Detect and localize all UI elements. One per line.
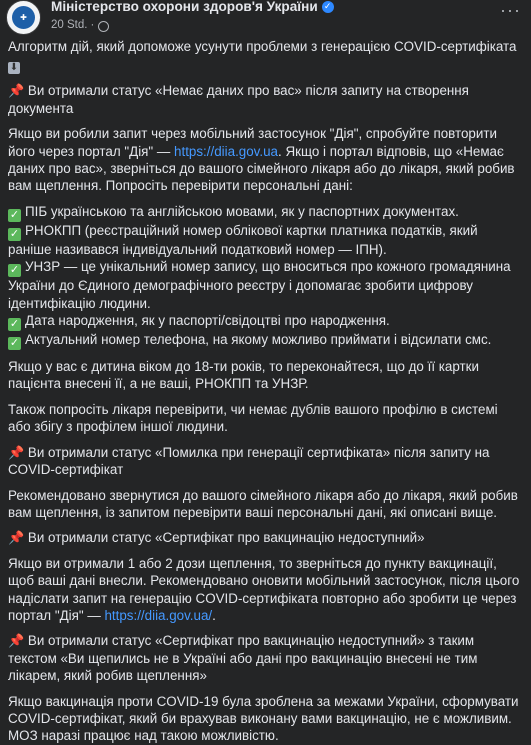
check-mark-icon: ✓ xyxy=(9,208,20,221)
section-3-paragraph-1 xyxy=(8,555,523,625)
meta-dot: · xyxy=(90,19,95,32)
checklist-item xyxy=(8,222,523,258)
s3-p1-text-a: Якщо ви отримали 1 або 2 дози щеплення, то зверніться до пункту вакцинації, щоб ваші дані внесли. Рекомендовано оновити мобільний застосунок, після цього надіслати запит на генерацію COVID-сертифіката повторно або зробити це через портал "Дія" — xyxy=(8,555,520,623)
globe-icon[interactable] xyxy=(98,21,109,32)
check-mark-icon: ✓ xyxy=(9,264,20,277)
section-2-heading-text: Ви отримали статус «Помилка при генерації сертифіката» після запиту на COVID-сертифікат xyxy=(8,444,490,478)
checklist-item xyxy=(8,203,523,222)
section-2-paragraph-1: Рекомендовано звернутися до вашого сімейного лікаря або до лікаря, який робив вам щеплення, із запитом перевірити ваші персональні дані, які описані вище. xyxy=(8,487,518,520)
checklist-item-text: УНЗР — це унікальний номер запису, що вноситься про кожного громадянина України до Єдиного демографічного реєстру і допомагає зробити цифрову ідентифікацію людини. xyxy=(8,259,511,311)
diia-link-1[interactable]: https://diia.gov.ua xyxy=(174,143,278,159)
section-4-heading xyxy=(8,632,523,684)
checklist-item-text: ПІБ українською та англійською мовами, як у паспортних документах. xyxy=(25,203,459,219)
checklist-item xyxy=(8,331,523,350)
moh-logo-icon: ✚ xyxy=(12,6,35,29)
checklist-item xyxy=(8,258,523,312)
post-body xyxy=(8,38,523,745)
s1-p1-text-a: Якщо ви робили запит через мобільний застосунок "Дія", спробуйте повторити його через портал "Дія" — xyxy=(8,126,497,159)
header-text xyxy=(51,0,334,35)
down-arrow-icon: ⬇ xyxy=(9,62,19,74)
section-1-heading xyxy=(8,82,523,117)
checklist-item-text: Актуальний номер телефона, на якому можливо приймати і відсилати смс. xyxy=(25,332,492,348)
section-2-heading xyxy=(8,444,523,479)
page-avatar[interactable] xyxy=(6,0,41,35)
s3-p1-text-b: . xyxy=(212,607,216,623)
page-name-link[interactable]: Міністерство охорони здоров'я України xyxy=(51,0,318,14)
check-mark-icon: ✓ xyxy=(9,318,20,331)
post-header xyxy=(6,0,523,38)
checklist xyxy=(8,203,523,350)
post-meta xyxy=(51,17,334,34)
intro-paragraph xyxy=(8,38,523,74)
section-1-paragraph-2: Якщо у вас є дитина віком до 18-ти років, то переконайтеся, що до її картки пацієнта внесені її, а не ваші, РНОКПП та УНЗР. xyxy=(8,359,479,392)
intro-text: Алгоритм дій, який допоможе усунути проблеми з генерацією COVID-сертифіката xyxy=(8,39,517,54)
checklist-item xyxy=(8,312,523,331)
pushpin-icon: 📌 xyxy=(8,83,25,99)
section-1-paragraph-3: Також попросіть лікаря перевірити, чи немає дублів вашого профілю в системі або збігу з профілем іншої людини. xyxy=(8,401,498,435)
section-1-paragraph-1 xyxy=(8,125,523,195)
diia-link-2[interactable]: https://diia.gov.ua/ xyxy=(104,607,213,623)
post-timestamp[interactable]: 20 Std. xyxy=(51,19,88,32)
section-1-heading-text: Ви отримали статус «Немає даних про вас» після запиту на створення документа xyxy=(8,83,469,116)
checklist-item-text: РНОКПП (реєстраційний номер облікової картки платника податків, який раніше називався індивідуальний податковий номер — ІПН). xyxy=(8,222,478,257)
pushpin-icon: 📌 xyxy=(8,530,25,546)
checklist-item-text: Дата народження, як у паспорті/свідоцтві про народження. xyxy=(25,313,390,329)
verified-badge-icon: ✓ xyxy=(322,1,334,13)
more-options-icon[interactable]: ··· xyxy=(500,0,521,20)
section-3-heading xyxy=(8,529,523,546)
section-4-heading-text: Ви отримали статус «Сертифікат про вакцинацію недоступний» з таким текстом «Ви щепились не в Україні або дані про вакцинацію внесені не тим лікарем, який робив щеплення» xyxy=(8,633,478,684)
pushpin-icon: 📌 xyxy=(8,444,25,460)
pushpin-icon: 📌 xyxy=(8,633,25,649)
check-mark-icon: ✓ xyxy=(9,227,20,240)
section-3-heading-text: Ви отримали статус «Сертифікат про вакцинацію недоступний» xyxy=(27,530,425,546)
page-name-row xyxy=(51,0,334,15)
check-mark-icon: ✓ xyxy=(9,337,20,350)
s1-p1-text-b: . Якщо і портал відповів, що «Немає даних про вас», зверніться до вашого сімейного лікаря або до лікаря, який робив вам щеплення. Попросіть перевірити персональні дані: xyxy=(8,143,515,194)
section-4-paragraph-1: Якщо вакцинація проти COVID-19 була зроблена за межами України, сформувати COVID-сертифікат, який би врахував виконану вами вакцинацію, не є можливим. МОЗ наразі працює над такою можливістю. xyxy=(8,693,519,744)
